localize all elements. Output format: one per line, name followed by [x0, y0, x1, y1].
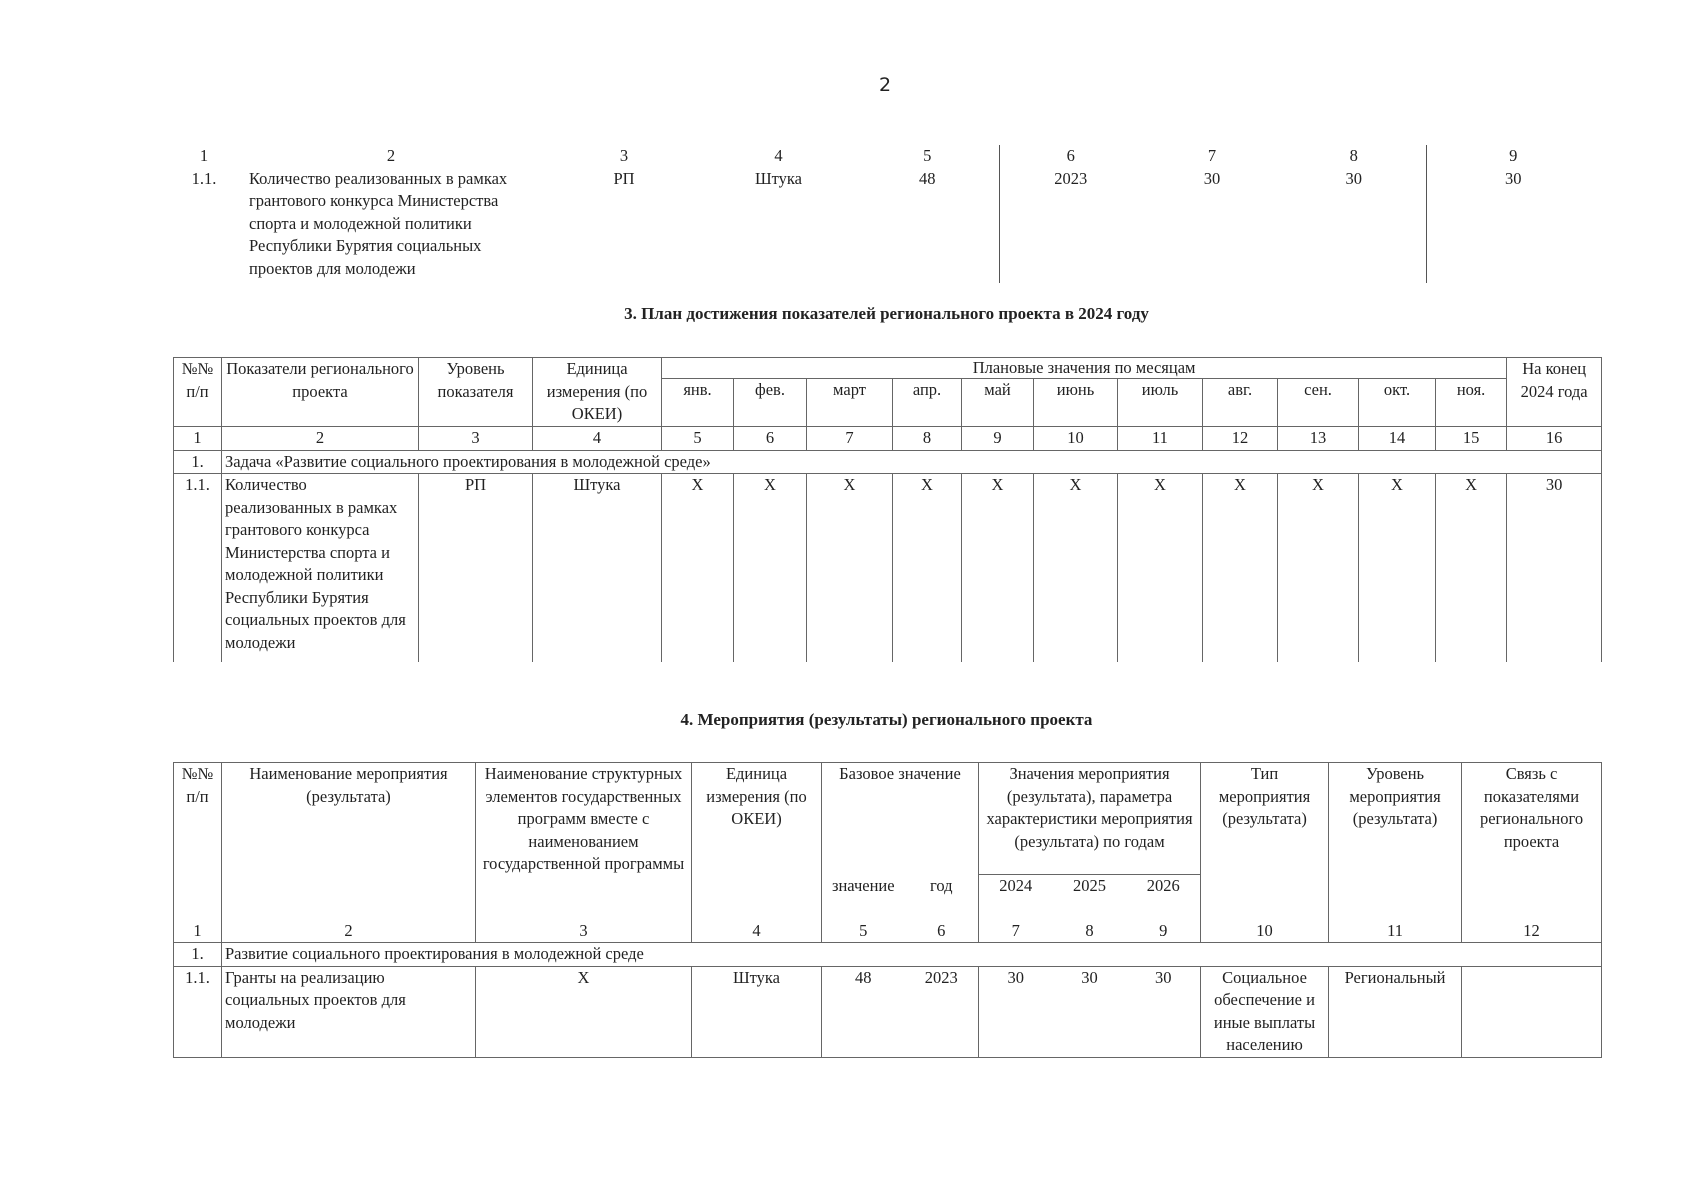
column-numbers-row [174, 920, 1602, 943]
value-2024: 30 [979, 966, 1053, 1057]
activity-level: Региональный [1329, 966, 1462, 1057]
col-num: 1 [174, 920, 222, 943]
value-2025: 30 [1282, 168, 1426, 283]
month-value: X [1359, 474, 1436, 662]
header-row [174, 358, 1602, 379]
header-link: Связь с показателями регионального проекта [1462, 763, 1602, 920]
col-num: 12 [1462, 920, 1602, 943]
col-num: 9 [1127, 920, 1201, 943]
end-of-year-value: 30 [1507, 474, 1602, 662]
col-num: 4 [692, 920, 822, 943]
indicator-name: Количество реализованных в рамках грантового конкурса Министерства спорта и молодежной политики Республики Бурятия социальных проектов для молодежи [222, 474, 419, 662]
col-num: 8 [1053, 920, 1127, 943]
base-year: 2023 [1054, 168, 1088, 188]
col-num: 2 [222, 920, 476, 943]
col-num: 3 [419, 427, 533, 451]
col-num: 6 [734, 427, 807, 451]
indicator-link [1462, 966, 1602, 1057]
header-year-2025: 2025 [1053, 875, 1127, 920]
header-level: Уровень показателя [419, 358, 533, 427]
col-num: 1 [174, 427, 222, 451]
col-num: 6 [905, 920, 979, 943]
header-level: Уровень мероприятия (результата) [1329, 763, 1462, 920]
table-monthly-plan [173, 357, 1602, 662]
header-values: Значения мероприятия (результата), параметра характеристики мероприятия (результата) по годам [979, 763, 1201, 875]
header-structural: Наименование структурных элементов государственных программ вместе с наименованием государственной программы [476, 763, 692, 920]
header-num: №№ п/п [174, 358, 222, 427]
month-value: X [893, 474, 962, 662]
task-row [174, 943, 1602, 967]
base-year: 2023 [905, 966, 979, 1057]
value-2025: 30 [1053, 966, 1127, 1057]
header-row [174, 763, 1602, 875]
month-value: X [962, 474, 1034, 662]
table-activities [173, 762, 1602, 1058]
month-sep: сен. [1278, 379, 1359, 427]
header-unit: Единица измерения (по ОКЕИ) [692, 763, 822, 920]
month-may: май [962, 379, 1034, 427]
col-num: 6 [1066, 146, 1075, 165]
section-3-title: 3. План достижения показателей регионального проекта в 2024 году [624, 304, 1149, 323]
structural-element: X [476, 966, 692, 1057]
indicator-level: РП [419, 474, 533, 662]
col-num: 5 [662, 427, 734, 451]
col-num: 7 [807, 427, 893, 451]
col-num: 8 [893, 427, 962, 451]
month-value: X [1203, 474, 1278, 662]
col-num: 9 [1509, 146, 1518, 165]
indicator-level: РП [613, 168, 635, 188]
col-num: 10 [1201, 920, 1329, 943]
unit: Штука [692, 966, 822, 1057]
month-jul: июль [1118, 379, 1203, 427]
unit: Штука [533, 474, 662, 662]
month-jan: янв. [662, 379, 734, 427]
header-base-year: год [905, 875, 979, 920]
month-value: X [1118, 474, 1203, 662]
month-value: X [807, 474, 893, 662]
col-num: 15 [1436, 427, 1507, 451]
col-num: 2 [222, 427, 419, 451]
row-number: 1.1. [191, 168, 217, 188]
header-unit: Единица измерения (по ОКЕИ) [533, 358, 662, 427]
month-oct: окт. [1359, 379, 1436, 427]
col-num: 8 [1282, 145, 1426, 168]
task-text: Развитие социального проектирования в молодежной среде [222, 943, 1602, 967]
page-number: 2 [878, 74, 892, 96]
header-indicator: Показатели регионального проекта [222, 358, 419, 427]
header-num: №№ п/п [174, 763, 222, 920]
col-num: 12 [1203, 427, 1278, 451]
col-num: 7 [979, 920, 1053, 943]
month-value: X [1278, 474, 1359, 662]
unit: Штука [755, 168, 802, 188]
header-base-value: значение [822, 875, 905, 920]
header-name: Наименование мероприятия (результата) [222, 763, 476, 920]
table-row [174, 966, 1602, 1057]
row-number: 1.1. [174, 966, 222, 1057]
task-row [174, 450, 1602, 474]
table-row [173, 168, 1600, 283]
header-monthly: Плановые значения по месяцам [662, 358, 1507, 379]
col-num: 9 [962, 427, 1034, 451]
month-value: X [1034, 474, 1118, 662]
col-num: 11 [1329, 920, 1462, 943]
column-numbers-row [173, 145, 1600, 168]
col-num: 4 [774, 146, 783, 165]
col-num: 14 [1359, 427, 1436, 451]
indicator-name: Количество реализованных в рамках грантового конкурса Министерства спорта и молодежной политики Республики Бурятия социальных проектов для молодежи [249, 168, 508, 278]
activity-name: Гранты на реализацию социальных проектов для молодежи [222, 966, 476, 1057]
col-num: 4 [533, 427, 662, 451]
header-end-of-year: На конец 2024 года [1507, 358, 1602, 427]
month-mar: март [807, 379, 893, 427]
col-num: 5 [822, 920, 905, 943]
header-base: Базовое значение [822, 763, 979, 875]
col-num: 1 [199, 146, 209, 165]
month-apr: апр. [893, 379, 962, 427]
value-2026: 30 [1127, 966, 1201, 1057]
task-number: 1. [174, 943, 222, 967]
col-num: 3 [619, 146, 629, 165]
month-feb: фев. [734, 379, 807, 427]
month-value: X [1436, 474, 1507, 662]
month-jun: июнь [1034, 379, 1118, 427]
column-numbers-row [174, 427, 1602, 451]
header-type: Тип мероприятия (результата) [1201, 763, 1329, 920]
row-number: 1.1. [174, 474, 222, 662]
col-num: 3 [476, 920, 692, 943]
base-value: 48 [856, 168, 999, 283]
value-2026: 30 [1505, 168, 1522, 188]
header-year-2026: 2026 [1127, 875, 1201, 920]
activity-type: Социальное обеспечение и иные выплаты населению [1201, 966, 1329, 1057]
table-indicators-continuation [173, 145, 1600, 283]
month-value: X [662, 474, 734, 662]
col-num: 11 [1118, 427, 1203, 451]
col-num: 2 [386, 146, 396, 165]
table-row [174, 474, 1602, 662]
month-aug: авг. [1203, 379, 1278, 427]
col-num: 7 [1207, 146, 1217, 165]
task-number: 1. [174, 450, 222, 474]
base-value: 48 [822, 966, 905, 1057]
col-num: 13 [1278, 427, 1359, 451]
col-num: 5 [856, 145, 999, 168]
month-nov: ноя. [1436, 379, 1507, 427]
section-4-title: 4. Мероприятия (результаты) регионального проекта [680, 710, 1093, 729]
col-num: 16 [1507, 427, 1602, 451]
col-num: 10 [1034, 427, 1118, 451]
header-year-2024: 2024 [979, 875, 1053, 920]
task-text: Задача «Развитие социального проектирования в молодежной среде» [222, 450, 1602, 474]
month-value: X [734, 474, 807, 662]
value-2024: 30 [1203, 168, 1221, 188]
